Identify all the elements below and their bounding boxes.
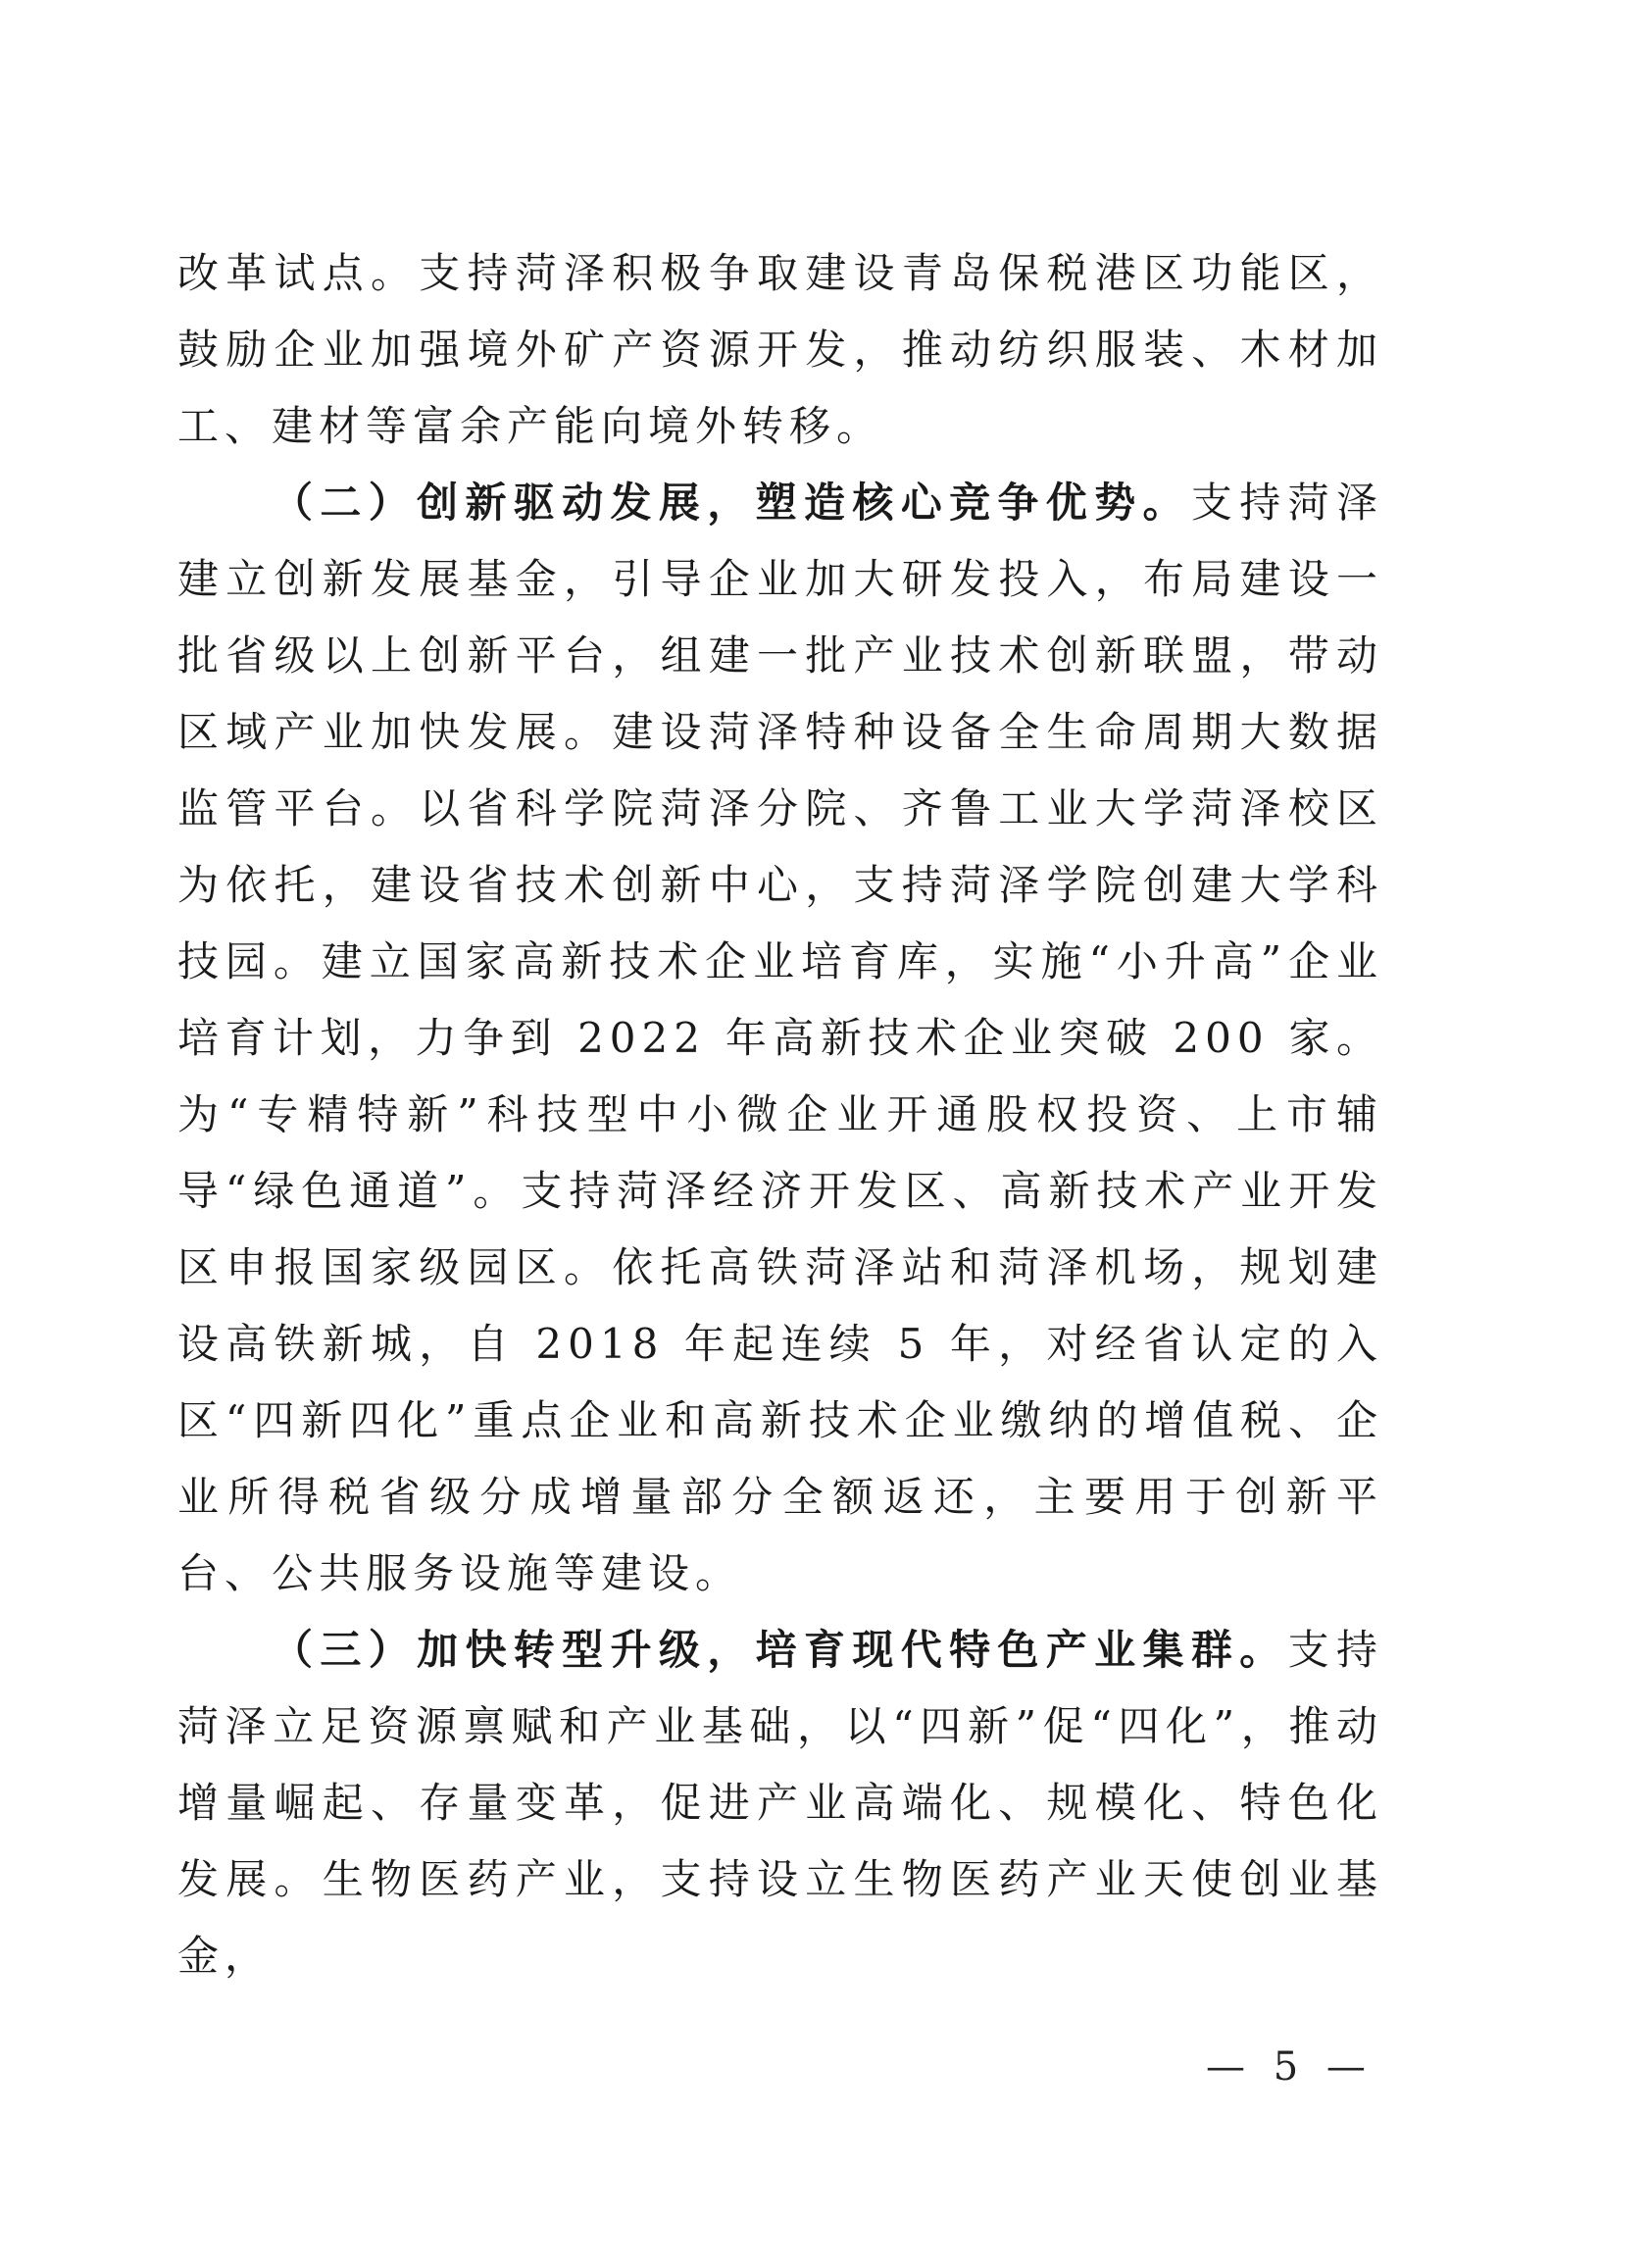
- paragraph-1: [177, 235, 1383, 465]
- section-heading-2: （二）创新驱动发展，塑造核心竞争优势。: [272, 479, 1191, 527]
- paragraph-3: [177, 1612, 1383, 1994]
- page-number: — 5 —: [1206, 2044, 1374, 2090]
- section-heading-3: （三）加快转型升级，培育现代特色产业集群。: [272, 1626, 1288, 1674]
- paragraph-2: [177, 465, 1383, 1612]
- paragraph-3-text: 支持菏泽立足资源禀赋和产业基础，以“四新”促“四化”，推动增量崛起、存量变革，促进产业高端化、规模化、特色化发展。生物医药产业，支持设立生物医药产业天使创业基金，: [177, 1626, 1383, 1980]
- document-body: [177, 235, 1383, 1994]
- paragraph-1-text: 改革试点。支持菏泽积极争取建设青岛保税港区功能区，鼓励企业加强境外矿产资源开发，推动纺织服装、木材加工、建材等富余产能向境外转移。: [177, 249, 1383, 450]
- paragraph-2-text: 支持菏泽建立创新发展基金，引导企业加大研发投入，布局建设一批省级以上创新平台，组建一批产业技术创新联盟，带动区域产业加快发展。建设菏泽特种设备全生命周期大数据监管平台。以省科学院菏泽分院、齐鲁工业大学菏泽校区为依托，建设省技术创新中心，支持菏泽学院创建大学科技园。建立国家高新技术企业培育库，实施“小升高”企业培育计划，力争到 2022 年高新技术企业突破 200 家。为“专精特新”科技型中小微企业开通股权投资、上市辅导“绿色通道”。支持菏泽经济开发区、高新技术产业开发区申报国家级园区。依托高铁菏泽站和菏泽机场，规划建设高铁新城，自 2018 年起连续 5 年，对经省认定的入区“四新四化”重点企业和高新技术企业缴纳的增值税、企业所得税省级分成增量部分全额返还，主要用于创新平台、公共服务设施等建设。: [177, 479, 1383, 1597]
